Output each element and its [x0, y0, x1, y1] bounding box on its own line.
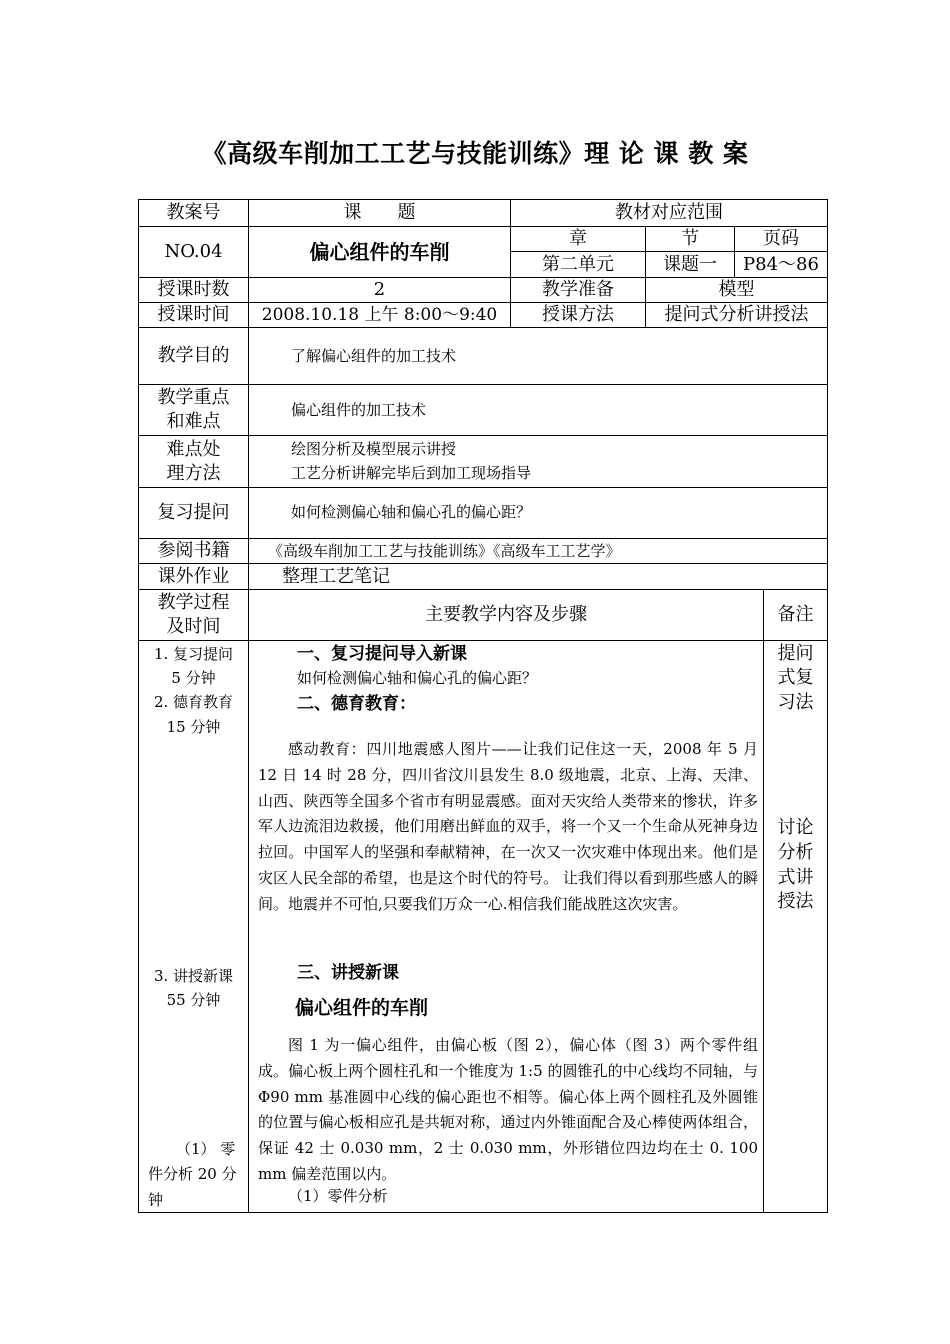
pages-value: P84～86 — [743, 253, 819, 275]
note-2-line4: 授法 — [777, 891, 814, 912]
chapter-label: 章 — [569, 228, 587, 249]
review-question: 如何检测偏心轴和偏心孔的偏心距？ — [297, 669, 538, 687]
process-col2-header: 主要教学内容及步骤 — [425, 604, 587, 625]
step-3-label: 3. 讲授新课 — [153, 967, 234, 985]
heading-moral: 二、德育教育： — [297, 694, 416, 714]
handle-label-line1: 难点处 — [166, 438, 221, 460]
note-1-line3: 习法 — [777, 692, 814, 713]
lesson-no-label: 教案号 — [166, 202, 221, 223]
lesson-no: NO.04 — [164, 241, 223, 262]
process-col1-line1: 教学过程 — [157, 592, 230, 613]
eccentric-paragraph: 图 1 为一偏心组件，由偏心板（图 2），偏心体（图 3）两个零件组成。偏心板上两个圆柱孔和一个锥度为 1:5 的圆锥孔的中心线均不同轴，与 Φ90 mm 基准圆中心线的偏心距也不相等。偏心体上两个圆柱孔及外圆锥的位置与偏心板相应孔是共轭对称，通过内外锥面配合及心棒使两体组合，保证 42 士 0.030 mm，2 士 0.030 mm，外形错位四边均在士 0. 100 mm 偏差范围以内。 — [258, 1036, 758, 1183]
process-col1-header — [139, 590, 248, 640]
method-value: 提问式分析讲授法 — [664, 304, 809, 325]
process-col1-line2: 及时间 — [166, 616, 221, 637]
handle-line2: 工艺分析讲解完毕后到加工现场指导 — [291, 464, 532, 482]
prep-label: 教学准备 — [542, 279, 614, 300]
review-label: 复习提问 — [157, 502, 230, 523]
heading-new-lesson: 三、讲授新课 — [297, 963, 399, 983]
handle-label — [139, 436, 248, 487]
homework-value: 整理工艺笔记 — [282, 566, 390, 587]
hours-label: 授课时数 — [157, 279, 230, 300]
key-value: 偏心组件的加工技术 — [291, 401, 427, 419]
handle-label-line2: 理方法 — [166, 462, 221, 484]
key-label — [139, 385, 248, 435]
moral-paragraph: 感动教育：四川地震感人图片——让我们记住这一天，2008 年 5 月 12 日 14 时 28 分，四川省汶川县发生 8.0 级地震，北京、上海、天津、山西、陕西等全国多个省市有明显震感。面对天灾给人类带来的惨状，许多军人边流泪边救援，他们用磨出鲜血的双手，将一个又一个生命从死神身边拉回。中国军人的坚强和奉献精神，在一次又一次灾难中体现出来。他们是灾区人民全部的希望，也是这个时代的符号。 让我们得以看到那些感人的瞬间。地震并不可怕,只要我们万众一心.相信我们能战胜这次灾害。 — [258, 740, 758, 913]
goal-label: 教学目的 — [157, 345, 230, 366]
handle-line1: 绘图分析及模型展示讲授 — [291, 440, 457, 458]
refs-value: 《高级车削加工工艺与技能训练》《高级车工工艺学》 — [268, 542, 621, 560]
refs-label: 参阅书籍 — [157, 540, 230, 561]
step-3-time: 55 分钟 — [166, 991, 221, 1009]
note-2-line1: 讨论 — [777, 817, 814, 838]
method-label: 授课方法 — [542, 304, 614, 325]
key-label-line2: 和难点 — [166, 411, 221, 432]
section-value: 课题一 — [663, 253, 717, 275]
time-label: 授课时间 — [157, 304, 230, 325]
step-1-time: 5 分钟 — [171, 669, 216, 687]
time-value: 2008.10.18 上午 8:00～9:40 — [261, 305, 498, 325]
chapter-value: 第二单元 — [542, 253, 614, 275]
prep-value: 模型 — [718, 279, 755, 300]
step-1-label: 1. 复习提问 — [153, 645, 234, 663]
topic-value: 偏心组件的车削 — [309, 240, 450, 264]
note-1-line1: 提问 — [777, 643, 814, 664]
note-2-line2: 分析 — [777, 842, 814, 863]
note-2-line3: 式讲 — [777, 867, 814, 888]
review-value: 如何检测偏心轴和偏心孔的偏心距？ — [291, 503, 532, 521]
step-3-1-line3: 钟 — [148, 1191, 164, 1209]
section-label: 节 — [681, 228, 699, 249]
topic-label: 课 题 — [343, 202, 416, 223]
step-2-label: 2. 德育教育 — [153, 693, 234, 711]
key-label-line1: 教学重点 — [157, 387, 230, 408]
page-title: 《高级车削加工工艺与技能训练》理 论 课 教 案 — [201, 139, 749, 168]
process-col3-header: 备注 — [777, 604, 814, 625]
step-3-1-line1: （1） 零 — [176, 1140, 236, 1158]
heading-review: 一、复习提问导入新课 — [297, 644, 467, 664]
subheading-eccentric: 偏心组件的车削 — [295, 997, 429, 1019]
homework-label: 课外作业 — [157, 565, 230, 587]
textbook-range-label: 教材对应范围 — [615, 202, 723, 223]
hours-value: 2 — [373, 279, 386, 300]
part-analysis-label: （1）零件分析 — [288, 1187, 388, 1205]
step-2-time: 15 分钟 — [166, 718, 221, 736]
goal-value: 了解偏心组件的加工技术 — [291, 347, 457, 365]
note-1-line2: 式复 — [777, 667, 814, 688]
page-label: 页码 — [763, 228, 799, 249]
step-3-1-line2: 件分析 20 分 — [148, 1165, 237, 1183]
